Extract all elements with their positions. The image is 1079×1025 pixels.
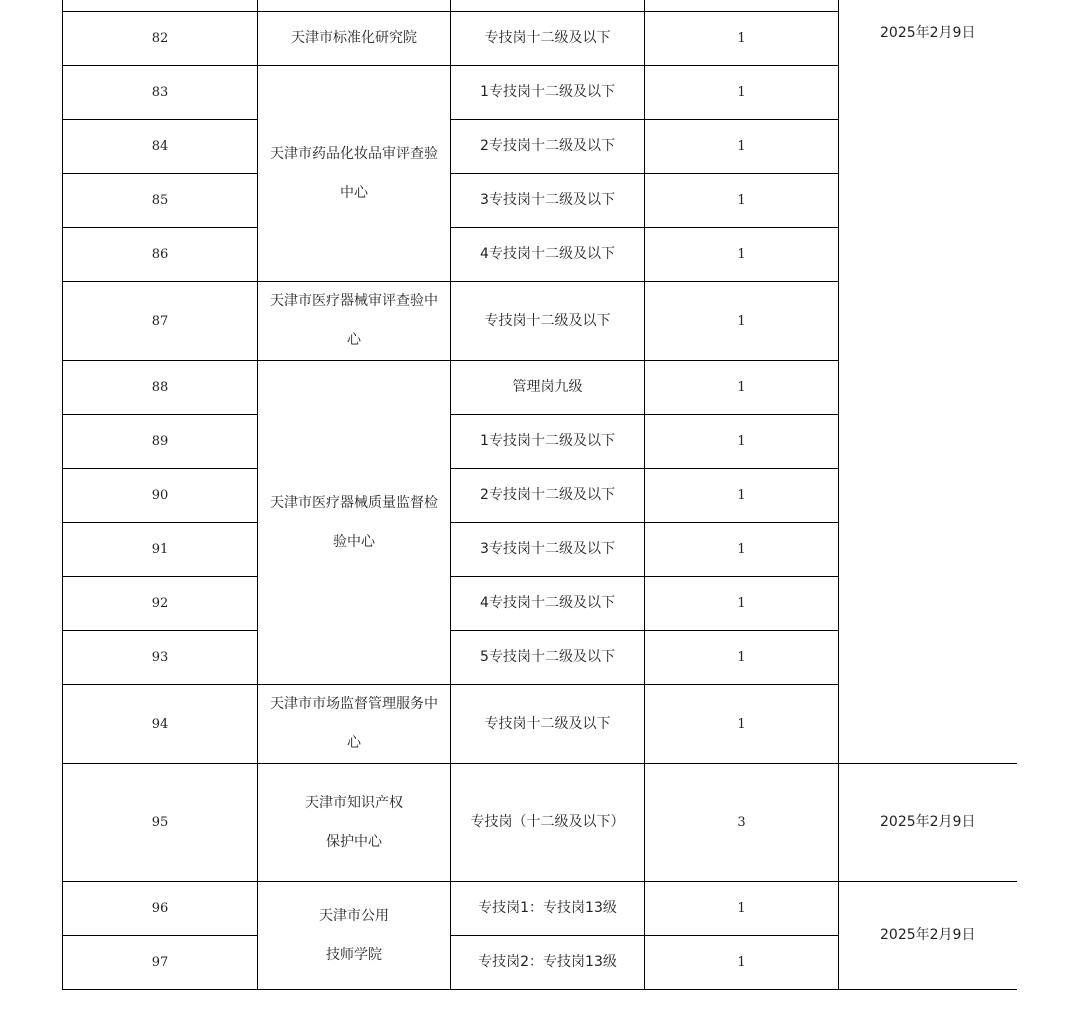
post-cell: 专技岗十二级及以下 xyxy=(451,685,645,764)
count-cell: 1 xyxy=(645,228,839,282)
row-number: 96 xyxy=(63,882,258,936)
row-number: 95 xyxy=(63,764,258,882)
post-cell: 专技岗十二级及以下 xyxy=(451,12,645,66)
count-cell: 1 xyxy=(645,120,839,174)
row-number: 97 xyxy=(63,936,258,990)
unit-cell-ip-center xyxy=(258,764,451,882)
row-number: 83 xyxy=(63,66,258,120)
count-cell: 1 xyxy=(645,523,839,577)
unit-cell-drug-center: 天津市药品化妆品审评查验中心 xyxy=(258,66,451,282)
count-cell: 3 xyxy=(645,764,839,882)
unit-line: 技师学院 xyxy=(326,946,382,963)
post-cell: 专技岗（十二级及以下） xyxy=(451,764,645,882)
row-number: 91 xyxy=(63,523,258,577)
unit-line: 天津市公用 xyxy=(319,907,389,924)
row-number: 85 xyxy=(63,174,258,228)
row-number: 88 xyxy=(63,361,258,415)
post-cell: 3专技岗十二级及以下 xyxy=(451,174,645,228)
table-cell xyxy=(258,0,451,12)
unit-cell: 天津市医疗器械审评查验中心 xyxy=(258,282,451,361)
count-cell: 1 xyxy=(645,577,839,631)
row-number: 94 xyxy=(63,685,258,764)
unit-cell: 天津市标准化研究院 xyxy=(258,12,451,66)
row-number: 92 xyxy=(63,577,258,631)
post-cell: 专技岗十二级及以下 xyxy=(451,282,645,361)
unit-line: 天津市知识产权 xyxy=(305,794,403,811)
post-cell: 2专技岗十二级及以下 xyxy=(451,469,645,523)
post-cell: 管理岗九级 xyxy=(451,361,645,415)
count-cell: 1 xyxy=(645,66,839,120)
table-cell xyxy=(63,0,258,12)
table-row xyxy=(63,882,1017,936)
post-cell: 4专技岗十二级及以下 xyxy=(451,577,645,631)
count-cell: 1 xyxy=(645,12,839,66)
row-number: 82 xyxy=(63,12,258,66)
count-cell: 1 xyxy=(645,469,839,523)
table-cell xyxy=(451,0,645,12)
post-cell: 1专技岗十二级及以下 xyxy=(451,415,645,469)
row-number: 90 xyxy=(63,469,258,523)
count-cell: 1 xyxy=(645,282,839,361)
post-cell: 1专技岗十二级及以下 xyxy=(451,66,645,120)
position-table xyxy=(62,0,1017,990)
date-cell-group2: 2025年2月9日 xyxy=(839,764,1017,882)
count-cell: 1 xyxy=(645,936,839,990)
unit-cell: 天津市市场监督管理服务中心 xyxy=(258,685,451,764)
post-cell: 4专技岗十二级及以下 xyxy=(451,228,645,282)
unit-cell-tech-college xyxy=(258,882,451,990)
row-number: 93 xyxy=(63,631,258,685)
count-cell: 1 xyxy=(645,361,839,415)
count-cell: 1 xyxy=(645,631,839,685)
post-cell: 2专技岗十二级及以下 xyxy=(451,120,645,174)
post-cell: 5专技岗十二级及以下 xyxy=(451,631,645,685)
unit-cell-device-quality-center: 天津市医疗器械质量监督检验中心 xyxy=(258,361,451,685)
table-row xyxy=(63,764,1017,882)
post-cell: 专技岗1：专技岗13级 xyxy=(451,882,645,936)
table-cell xyxy=(645,0,839,12)
post-cell: 专技岗2：专技岗13级 xyxy=(451,936,645,990)
row-number: 89 xyxy=(63,415,258,469)
row-number: 87 xyxy=(63,282,258,361)
count-cell: 1 xyxy=(645,685,839,764)
count-cell: 1 xyxy=(645,415,839,469)
count-cell: 1 xyxy=(645,174,839,228)
date-cell-group1: 2025年2月9日 xyxy=(839,0,1017,764)
unit-line: 保护中心 xyxy=(326,833,382,850)
table-row-partial xyxy=(63,0,1017,12)
post-cell: 3专技岗十二级及以下 xyxy=(451,523,645,577)
count-cell: 1 xyxy=(645,882,839,936)
date-cell-group3: 2025年2月9日 xyxy=(839,882,1017,990)
row-number: 86 xyxy=(63,228,258,282)
row-number: 84 xyxy=(63,120,258,174)
